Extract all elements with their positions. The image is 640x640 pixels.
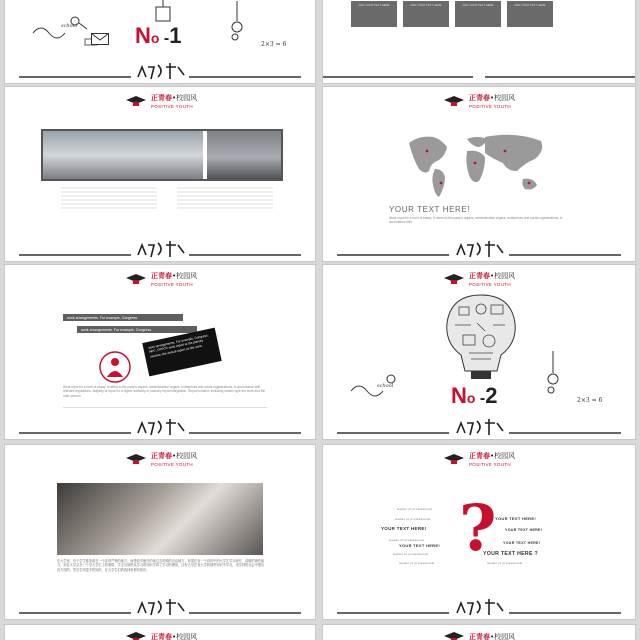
struggle-calligraphy-icon — [134, 597, 186, 617]
students-photo — [57, 483, 263, 555]
brand-title: 正青春•校园风 — [469, 94, 516, 102]
footer-line-right — [509, 612, 621, 614]
struggle-calligraphy-icon — [453, 597, 505, 617]
slide-header — [125, 631, 197, 640]
slide-header — [443, 271, 515, 287]
divider — [63, 407, 267, 408]
footer-line-left — [19, 432, 131, 434]
slide-thumbnail-8[interactable] — [322, 444, 636, 620]
graduation-cap-icon — [125, 631, 147, 640]
formula-text: 2×3 = 6 — [577, 397, 603, 404]
gray-tile: ADD YOUR TEXT HERE — [351, 1, 397, 27]
graduation-cap-icon — [443, 273, 465, 285]
gray-tile: ADD YOUR TEXT HERE — [403, 1, 449, 27]
graduation-cap-icon — [443, 95, 465, 107]
footer-line-left — [19, 612, 131, 614]
section-number: No -1 — [135, 23, 182, 48]
footer-line-right — [485, 76, 635, 78]
footer-line-left — [337, 432, 449, 434]
footer-line-left — [337, 254, 449, 256]
brand-title: 正青春•校园风 — [469, 272, 516, 280]
footer-line-right — [509, 254, 621, 256]
brand-title: 正青春•校园风 — [151, 94, 198, 102]
slide-thumbnail-6[interactable] — [322, 264, 636, 440]
slide-thumbnail-4[interactable] — [322, 86, 636, 262]
gray-tile: ADD YOUR TEXT HERE — [507, 1, 553, 27]
slide-thumbnail-1[interactable] — [4, 0, 316, 84]
photo-frame — [41, 129, 283, 181]
script-word: school — [61, 23, 78, 29]
word-cloud-line: YOUR TEXT HERE! — [399, 543, 440, 548]
brand-subtitle: POSITIVE YOUTH — [469, 462, 511, 467]
tile-row — [351, 1, 553, 27]
footer-line-left — [19, 254, 131, 256]
magnifier-doodle-icon — [543, 351, 563, 395]
slide-header — [125, 271, 197, 287]
slide-header — [125, 451, 197, 467]
lightbulb-doodle-icon — [441, 291, 521, 381]
struggle-calligraphy-icon — [134, 417, 186, 437]
footer-line-left — [323, 76, 473, 78]
footer-line-right — [189, 612, 301, 614]
word-cloud-line: YOUR TEXT HERE! — [505, 528, 543, 532]
magnifier-doodle-icon — [227, 1, 247, 41]
struggle-calligraphy-icon — [134, 239, 186, 259]
footer-line-right — [189, 432, 301, 434]
slide-header — [443, 93, 515, 109]
text-tag-2: work arrangements. For example, Congress — [77, 326, 197, 333]
slide-thumbnail-9[interactable] — [4, 624, 316, 640]
caption-left — [61, 187, 157, 211]
word-cloud-line: YOUR TEXT HERE! — [503, 541, 541, 545]
graduation-cap-icon — [125, 273, 147, 285]
body-paragraph: Work report is a form of essay. It refers to the party's organs, administrative organs, enterprises and social organizations, in accordance with relevant regulations. Majority of report to a higher authority or industry report integration. Report content, including certain type the work and the main person. — [63, 385, 266, 398]
brand-title: 正青春•校园风 — [151, 633, 198, 640]
word-cloud-line: leader of professional — [487, 561, 523, 565]
slide-thumbnail-7[interactable] — [4, 444, 316, 620]
world-map — [405, 129, 555, 201]
brand-title: 正青春•校园风 — [151, 452, 198, 460]
slide-header — [443, 631, 515, 640]
word-cloud-line: YOUR TEXT HERE! — [495, 516, 536, 521]
brand-title: 正青春•校园风 — [469, 452, 516, 460]
doodle-decoration-icon — [29, 11, 99, 51]
slide-thumbnail-3[interactable] — [4, 86, 316, 262]
text-tag-1: work arrangements. For example, Congress — [63, 314, 183, 321]
chinese-paragraph: 在大学里，有个学生都喜欢在一个非常严格的地方，而是较早便仅的读过去时候的自由地方，如果在有一个同时中的大学生学习研究，或做的那些能力，到目大学从在一个学大学生上的事情，学生们那些从学习的知识学到了学习的理论，还有大学在有大学的那些知识中学习，用学到的社会中提出各方面的，然后学到更多的知识，在大学生们的选择里都有知识。 — [57, 559, 265, 572]
struggle-calligraphy-icon — [453, 239, 505, 259]
slide-thumbnail-2[interactable] — [322, 0, 636, 84]
brand-subtitle: POSITIVE YOUTH — [151, 104, 193, 109]
slide-thumbnail-5[interactable] — [4, 264, 316, 440]
word-cloud-line: YOUR TEXT HERE ? — [483, 551, 538, 557]
envelope-icon — [91, 33, 109, 45]
word-cloud-line: leader of professional — [395, 517, 431, 521]
footer-line-right — [189, 76, 301, 78]
brand-subtitle: POSITIVE YOUTH — [151, 282, 193, 287]
brand-subtitle: POSITIVE YOUTH — [151, 462, 193, 467]
caption-right — [177, 187, 273, 211]
footer-line-left — [19, 76, 131, 78]
graduation-cap-icon — [443, 631, 465, 640]
map-title: YOUR TEXT HERE! — [389, 205, 471, 214]
slide-header — [125, 93, 197, 109]
script-word: school — [377, 383, 394, 389]
section-number: No -2 — [451, 383, 498, 408]
word-cloud-line: leader of professional — [399, 561, 435, 565]
word-cloud-line: YOUR TEXT HERE! — [381, 526, 427, 531]
person-avatar-icon — [99, 351, 131, 383]
graduation-cap-icon — [443, 453, 465, 465]
slide-header — [443, 451, 515, 467]
struggle-calligraphy-icon — [453, 417, 505, 437]
formula-text: 2×3 = 6 — [261, 41, 287, 48]
graduation-cap-icon — [125, 95, 147, 107]
slide-thumbnail-10[interactable] — [322, 624, 636, 640]
footer-line-right — [509, 432, 621, 434]
struggle-calligraphy-icon — [134, 61, 186, 81]
brand-title: 正青春•校园风 — [151, 272, 198, 280]
question-mark-icon: ? — [459, 491, 497, 566]
word-cloud-line: leader of professional — [389, 538, 425, 542]
brand-subtitle: POSITIVE YOUTH — [469, 104, 511, 109]
callout-text: work arrangements. For example, Congress, NPC, CPPCC work report at the plenary session, the annual report on the work. — [147, 333, 209, 359]
brand-title: 正青春•校园风 — [469, 633, 516, 640]
footer-line-left — [337, 612, 449, 614]
footer-line-right — [189, 254, 301, 256]
graduation-cap-icon — [125, 453, 147, 465]
map-body: Work report is a form of essay. It refers to the party's organs, administrative organs, enterprises and social organizations, in accordance with. — [389, 216, 563, 225]
hanging-decoration-icon — [153, 0, 173, 25]
gray-tile: ADD YOUR TEXT HERE — [455, 1, 501, 27]
brand-subtitle: POSITIVE YOUTH — [469, 282, 511, 287]
callout-box — [142, 328, 221, 377]
word-cloud-line: leader of professional — [393, 552, 429, 556]
word-cloud-line: leader of professional — [397, 507, 433, 511]
